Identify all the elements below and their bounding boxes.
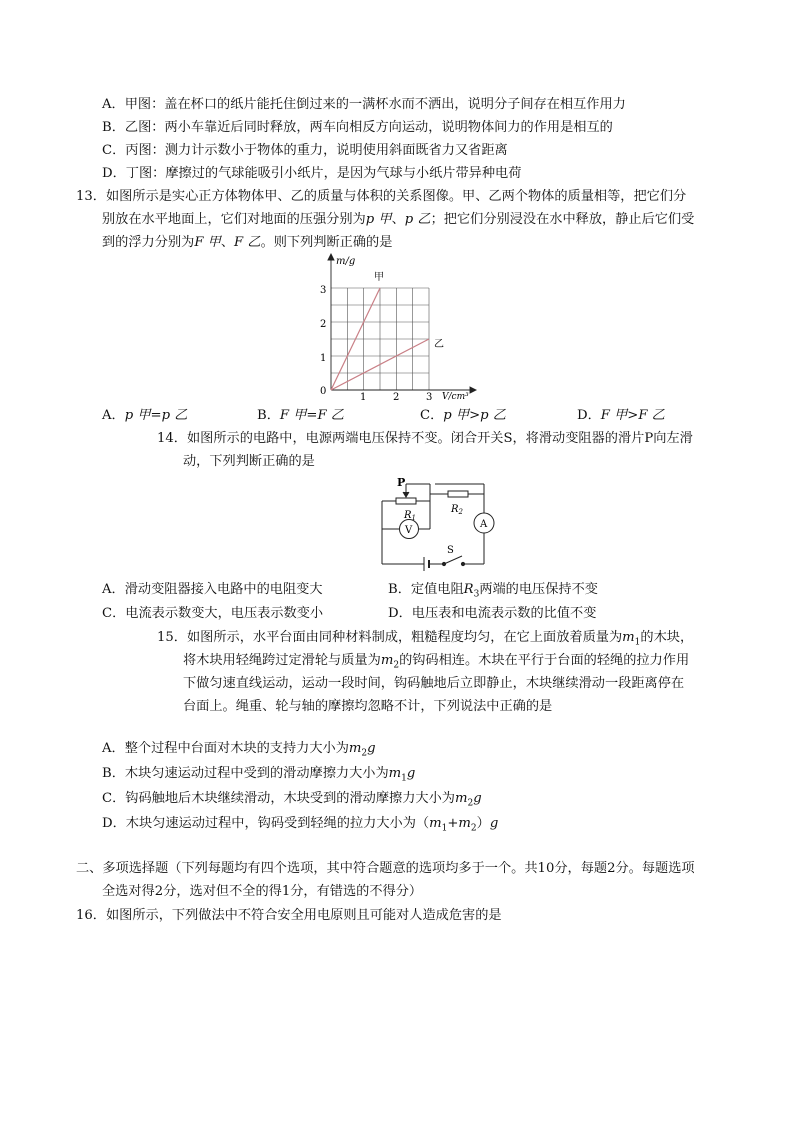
q14-stem-line1: 14．如图所示的电路中，电源两端电压保持不变。闭合开关S，将滑动变阻器的滑片P向左滑 <box>157 431 693 446</box>
r1-label: $R_1$ <box>404 510 416 522</box>
f-jia: F 甲 <box>194 235 221 250</box>
section2-heading-line1: 二、多项选择题（下列每题均有四个选项，其中符合题意的选项均多于一个。共10分，每题2分。每题选项 <box>76 861 695 876</box>
y-tick-3: 3 <box>320 285 327 296</box>
q15-option-d: D．木块匀速运动过程中，钩码受到轻绳的拉力大小为$(m_1+m_2)g$ <box>102 816 499 834</box>
series-label-jia: 甲 <box>374 272 384 283</box>
section2-heading-line2: 全选对得2分，选对但不全的得1分，有错选的不得分） <box>102 884 423 899</box>
y-tick-1: 1 <box>320 353 327 364</box>
q14-option-a: A．滑动变阻器接入电路中的电阻变大 <box>102 582 323 597</box>
p-jia: p 甲 <box>365 212 392 227</box>
p-yi: p 乙 <box>404 212 431 227</box>
mass-volume-graph <box>312 252 482 404</box>
q15-option-b: B．木块匀速运动过程中受到的滑动摩擦力大小为$m_1g$ <box>102 766 416 784</box>
graph-grid <box>331 288 429 390</box>
y-axis-label: m/g <box>336 256 356 267</box>
q14-option-b: B．定值电阻$R_3$两端的电压保持不变 <box>388 582 598 600</box>
y-tick-2: 2 <box>320 319 327 330</box>
q15-option-c: C．钩码触地后木块继续滑动，木块受到的滑动摩擦力大小为$m_2g$ <box>102 791 482 809</box>
r2-label: $R_2$ <box>451 504 463 516</box>
q12-option-b: B．乙图：两小车靠近后同时释放，两车向相反方向运动，说明物体间力的作用是相互的 <box>102 120 613 135</box>
q15-stem-line4: 台面上。绳重、轮与轴的摩擦均忽略不计，下列说法中正确的是 <box>183 699 553 714</box>
ammeter-icon: A <box>480 519 488 530</box>
q13-stem-line1: 13．如图所示是实心正方体物体甲、乙的质量与体积的关系图像。甲、乙两个物体的质量相等，把它们分 <box>76 189 687 204</box>
q16-stem-line1: 16．如图所示，下列做法中不符合安全用电原则且可能对人造成危害的是 <box>76 908 502 923</box>
x-tick-3: 3 <box>426 392 433 403</box>
q14-option-d: D．电压表和电流表示数的比值不变 <box>388 606 597 621</box>
q15-option-a: A．整个过程中台面对木块的支持力大小为$m_2g$ <box>102 741 376 759</box>
q14-stem-line2: 动，下列判断正确的是 <box>183 454 315 469</box>
q12-option-d: D．丁图：摩擦过的气球能吸引小纸片，是因为气球与小纸片带异种电荷 <box>102 166 522 181</box>
q13-stem-line2: 别放在水平地面上，它们对地面的压强分别为p 甲、p 乙；把它们分别浸没在水中释放，静止后它们受 <box>102 212 695 227</box>
x-tick-2: 2 <box>393 392 400 403</box>
x-tick-1: 1 <box>360 392 367 403</box>
slider-p-label: P <box>397 476 406 489</box>
q13-stem-line3: 到的浮力分别为F 甲、F 乙。则下列判断正确的是 <box>102 235 393 250</box>
q13-option-a: A．p 甲=p 乙 <box>102 408 188 423</box>
q15-stem-line2: 将木块用轻绳跨过定滑轮与质量为$m_2$的钩码相连。木块在平行于台面的轻绳的拉力作用 <box>183 653 690 671</box>
graph-axes <box>328 254 476 393</box>
x-axis-label: V/cm³ <box>442 392 469 402</box>
switch-s-label: S <box>447 545 454 556</box>
q12-option-c: C．丙图：测力计示数小于物体的重力，说明使用斜面既省力又省距离 <box>102 143 508 158</box>
q13-option-b: B．F 甲=F 乙 <box>257 408 344 423</box>
circuit-diagram <box>374 474 498 574</box>
q12-option-a: A．甲图：盖在杯口的纸片能托住倒过来的一满杯水而不洒出，说明分子间存在相互作用力 <box>102 97 626 112</box>
f-yi: F 乙 <box>234 235 261 250</box>
series-label-yi: 乙 <box>434 339 444 350</box>
origin-label: 0 <box>320 386 327 397</box>
q13-option-c: C．p 甲>p 乙 <box>420 408 506 423</box>
q13-option-d: D．F 甲>F 乙 <box>577 408 665 423</box>
q14-option-c: C．电流表示数变大，电压表示数变小 <box>102 606 324 621</box>
q15-stem-line3: 下做匀速直线运动，运动一段时间，钩码触地后立即静止，木块继续滑动一段距离停在 <box>183 676 685 691</box>
voltmeter-icon: V <box>405 525 413 536</box>
q15-stem-line1: 15．如图所示，水平台面由同种材料制成，粗糙程度均匀，在它上面放着质量为$m_1$的木块， <box>157 630 694 648</box>
